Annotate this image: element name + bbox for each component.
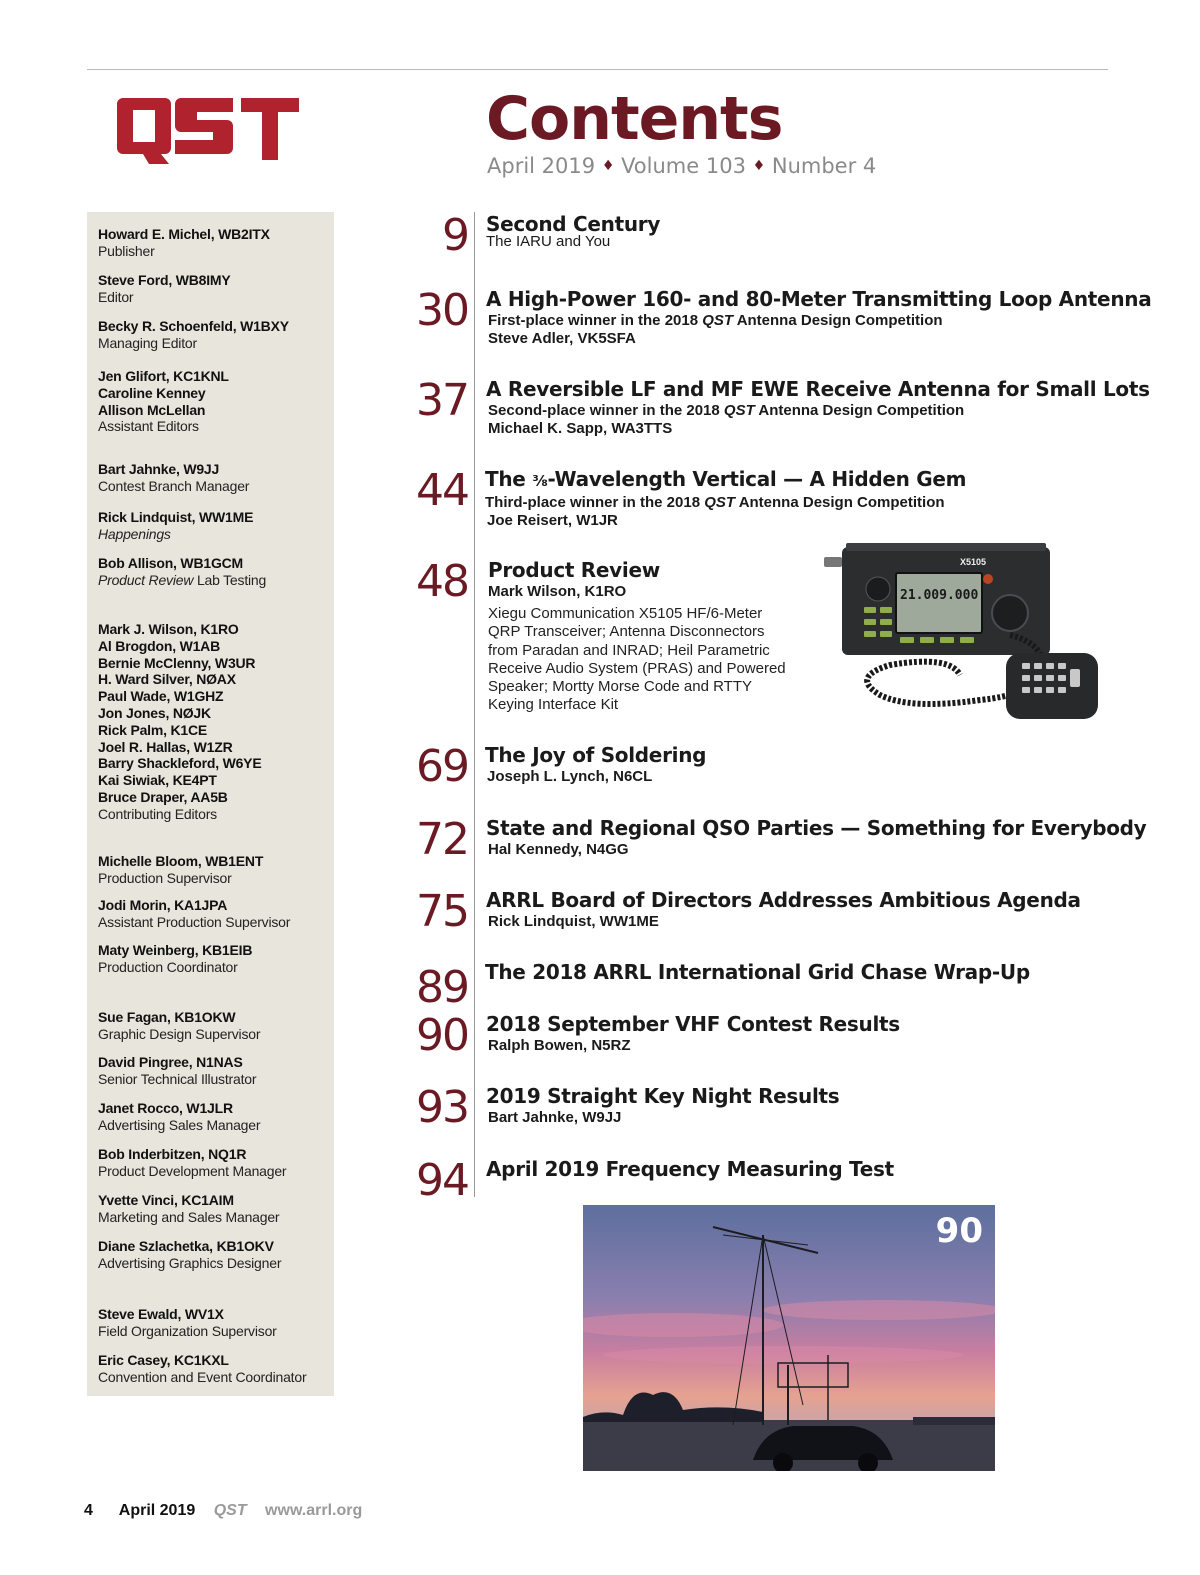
staff-name: Eric Casey, KC1KXL [98, 1352, 229, 1368]
page-number: 44 [416, 465, 468, 516]
masthead-group [98, 1146, 330, 1180]
article-title[interactable]: ARRL Board of Directors Addresses Ambitious Agenda [486, 888, 1081, 912]
masthead-group [98, 1238, 330, 1272]
staff-name: Maty Weinberg, KB1EIB [98, 942, 253, 958]
masthead-group [98, 897, 330, 931]
article-author: Steve Adler, VK5SFA [488, 330, 636, 347]
staff-role: Production Coordinator [98, 958, 238, 975]
masthead-group [98, 1306, 330, 1340]
staff-name: Howard E. Michel, WB2ITX [98, 226, 270, 242]
staff-name: Bob Allison, WB1GCM [98, 555, 244, 571]
top-rule [87, 69, 1108, 70]
diamond-separator-icon: ♦ [752, 158, 766, 174]
contents-divider [474, 212, 475, 1197]
staff-name: Caroline Kenney [98, 384, 206, 401]
masthead-group [98, 853, 330, 887]
staff-name: Bob Inderbitzen, NQ1R [98, 1146, 247, 1162]
staff-name: Bruce Draper, AA5B [98, 788, 228, 805]
article-subtitle: Second-place winner in the 2018 QST Antenna Design Competition [488, 402, 965, 419]
issue-number: Number 4 [771, 154, 877, 178]
diamond-separator-icon: ♦ [601, 158, 615, 174]
page-number: 9 [442, 210, 468, 261]
article-title[interactable]: The 2018 ARRL International Grid Chase Wrap-Up [485, 960, 1030, 984]
staff-name: H. Ward Silver, NØAX [98, 671, 236, 688]
article-title[interactable]: The Joy of Soldering [485, 743, 707, 767]
masthead-group [98, 1054, 330, 1088]
staff-role: Product Review Lab Testing [98, 571, 267, 588]
staff-name: Yvette Vinci, KC1AIM [98, 1192, 234, 1208]
staff-name: David Pingree, N1NAS [98, 1054, 243, 1070]
issue-line [487, 153, 876, 179]
staff-role: Graphic Design Supervisor [98, 1025, 261, 1042]
qst-logo-graphic [115, 94, 301, 164]
masthead-group [98, 1352, 330, 1386]
article-author: Rick Lindquist, WW1ME [488, 913, 659, 930]
article-subtitle: The IARU and You [486, 233, 611, 250]
staff-name: Allison McLellan [98, 401, 206, 418]
staff-name: Sue Fagan, KB1OKW [98, 1009, 236, 1025]
staff-role: Advertising Graphics Designer [98, 1254, 282, 1271]
masthead-panel [87, 212, 334, 1396]
radio-model: X5105 [960, 557, 987, 567]
staff-role: Advertising Sales Manager [98, 1116, 261, 1133]
masthead-group [98, 555, 330, 589]
article-author: Joseph L. Lynch, N6CL [487, 768, 653, 785]
article-title[interactable]: 2018 September VHF Contest Results [486, 1012, 900, 1036]
page-number: 37 [416, 375, 468, 426]
page-number: 30 [416, 285, 468, 336]
staff-name: Joel R. Hallas, W1ZR [98, 738, 233, 755]
staff-name: Barry Shackleford, W6YE [98, 755, 262, 772]
staff-name: Mark J. Wilson, K1RO [98, 621, 239, 637]
page-number: 72 [416, 814, 468, 865]
vhf-contest-photo [583, 1205, 995, 1471]
article-author: Hal Kennedy, N4GG [488, 841, 629, 858]
masthead-group [98, 272, 330, 306]
article-title[interactable]: A Reversible LF and MF EWE Receive Antenna for Small Lots [486, 377, 1150, 401]
staff-name: Becky R. Schoenfeld, W1BXY [98, 318, 289, 334]
staff-name: Steve Ewald, WV1X [98, 1306, 224, 1322]
page-number: 89 [416, 962, 468, 1013]
photo-page-badge: 90 [935, 1211, 983, 1251]
staff-name: Rick Palm, K1CE [98, 721, 208, 738]
page-title: Contents [486, 84, 783, 154]
staff-role: Product Development Manager [98, 1162, 287, 1179]
article-author: Ralph Bowen, N5RZ [488, 1037, 631, 1054]
staff-name: Jon Jones, NØJK [98, 704, 211, 721]
page-number: 93 [416, 1082, 468, 1133]
masthead-group [98, 1192, 330, 1226]
staff-role: Happenings [98, 525, 171, 542]
article-author: Michael K. Sapp, WA3TTS [488, 420, 673, 437]
staff-name: Michelle Bloom, WB1ENT [98, 853, 264, 869]
issue-volume: Volume 103 [621, 154, 746, 178]
article-subtitle: Third-place winner in the 2018 QST Antenna Design Competition [485, 494, 945, 511]
article-title[interactable]: April 2019 Frequency Measuring Test [486, 1157, 894, 1181]
staff-role: Assistant Editors [98, 418, 199, 435]
staff-role: Marketing and Sales Manager [98, 1208, 280, 1225]
masthead-group [98, 461, 330, 495]
article-title[interactable]: A High-Power 160- and 80-Meter Transmitting Loop Antenna [486, 287, 1152, 311]
article-title[interactable]: Second Century [486, 212, 661, 236]
staff-name: Diane Szlachetka, KB1OKV [98, 1238, 274, 1254]
article-title[interactable]: Product Review [488, 558, 660, 582]
article-subtitle: First-place winner in the 2018 QST Antenna Design Competition [488, 312, 943, 329]
masthead-group [98, 942, 330, 976]
staff-name: Kai Siwiak, KE4PT [98, 772, 217, 789]
staff-role: Managing Editor [98, 334, 197, 351]
staff-role: Publisher [98, 242, 155, 259]
staff-name: Al Brogdon, W1AB [98, 637, 221, 654]
article-author: Bart Jahnke, W9JJ [488, 1109, 622, 1126]
staff-name: Jen Glifort, KC1KNL [98, 368, 229, 384]
staff-name: Bernie McClenny, W3UR [98, 654, 256, 671]
staff-role: Senior Technical Illustrator [98, 1070, 257, 1087]
staff-name: Janet Rocco, W1JLR [98, 1100, 233, 1116]
masthead-group [98, 621, 330, 823]
article-title[interactable]: 2019 Straight Key Night Results [486, 1084, 840, 1108]
footer-date: April 2019 [118, 1502, 196, 1519]
qst-logo [115, 94, 301, 164]
masthead-group [98, 509, 330, 543]
staff-role: Field Organization Supervisor [98, 1322, 277, 1339]
masthead-group [98, 226, 330, 260]
staff-name: Paul Wade, W1GHZ [98, 688, 224, 705]
masthead-group [98, 1009, 330, 1043]
staff-name: Jodi Morin, KA1JPA [98, 897, 228, 913]
article-description: Xiegu Communication X5105 HF/6-Meter QRP Transceiver; Antenna Disconnectors from Paradan and INRAD; Heil Parametric Receive Audio System (PRAS) and Powered Speaker; Mortty Morse Code and RTTY Keying Interface Kit [488, 605, 786, 714]
page-number: 75 [416, 886, 468, 937]
masthead-group [98, 318, 330, 352]
page-number: 90 [416, 1010, 468, 1061]
staff-role: Production Supervisor [98, 869, 232, 886]
masthead-group [98, 368, 330, 435]
staff-role: Contributing Editors [98, 805, 217, 822]
staff-name: Bart Jahnke, W9JJ [98, 461, 220, 477]
page-number: 69 [416, 741, 468, 792]
article-author: Mark Wilson, K1RO [488, 583, 627, 600]
staff-name: Rick Lindquist, WW1ME [98, 509, 254, 525]
footer-magazine: QST [213, 1502, 247, 1519]
staff-role: Convention and Event Coordinator [98, 1368, 307, 1385]
transceiver-image [810, 535, 1110, 730]
page-footer [84, 1502, 362, 1520]
article-title[interactable]: The ⅜-Wavelength Vertical — A Hidden Gem [485, 467, 967, 491]
masthead-group [98, 1100, 330, 1134]
issue-month: April 2019 [487, 154, 596, 178]
staff-role: Assistant Production Supervisor [98, 913, 291, 930]
footer-page-number: 4 [84, 1502, 93, 1519]
staff-name: Steve Ford, WB8IMY [98, 272, 231, 288]
staff-role: Editor [98, 288, 134, 305]
footer-url[interactable]: www.arrl.org [265, 1502, 363, 1519]
page-number: 48 [416, 556, 468, 607]
staff-role: Contest Branch Manager [98, 477, 250, 494]
radio-frequency: 21.009.000 [900, 588, 979, 603]
article-title[interactable]: State and Regional QSO Parties — Something for Everybody [486, 816, 1147, 840]
article-author: Joe Reisert, W1JR [487, 512, 618, 529]
page-number: 94 [416, 1155, 468, 1206]
